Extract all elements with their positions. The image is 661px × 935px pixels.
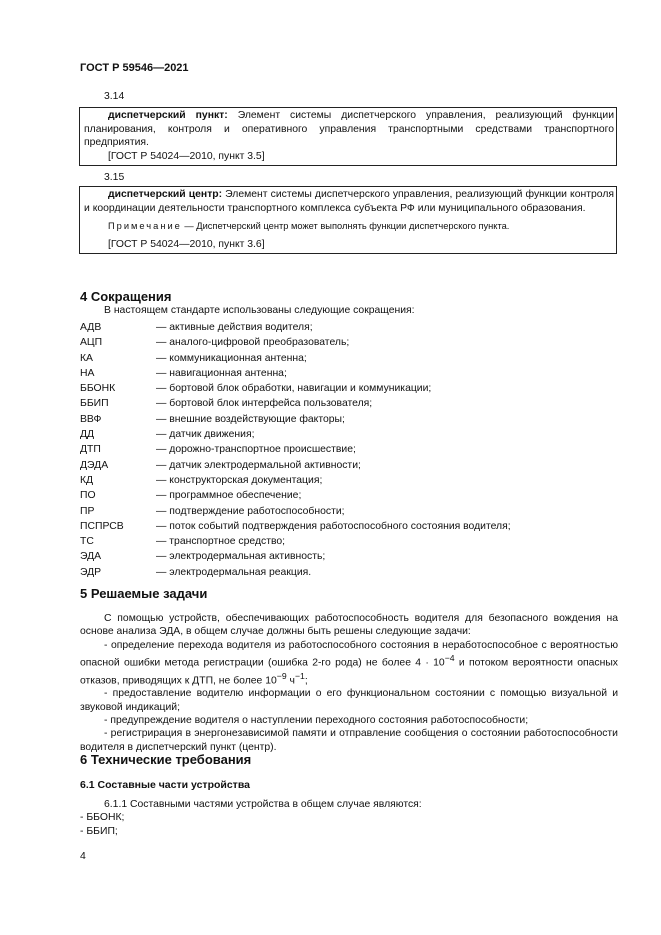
abbreviation-row xyxy=(80,351,511,366)
abbreviation-row xyxy=(80,549,511,564)
abbreviation: ЭДР xyxy=(80,566,102,578)
abbreviation: ВВФ xyxy=(80,413,102,425)
list-item: - ББОНК; xyxy=(80,812,125,824)
abbreviation-meaning: — дорожно-транспортное происшествие; xyxy=(156,444,356,456)
abbreviation-row xyxy=(80,366,511,381)
abbreviation-meaning: — программное обеспечение; xyxy=(156,490,302,502)
abbreviation: ДД xyxy=(80,429,95,441)
document-header: ГОСТ Р 59546—2021 xyxy=(80,62,189,74)
task-item: - регистрирация в энергонезависимой памяти и отправление сообщения о состоянии работоспособности водителя в диспетчерский пункт (центр). xyxy=(80,728,618,753)
abbreviation-meaning: — коммуникационная антенна; xyxy=(156,352,307,364)
abbreviation-meaning: — датчик электродермальной активности; xyxy=(156,459,361,471)
term: диспетчерский центр: xyxy=(108,189,223,200)
term-reference: [ГОСТ Р 54024—2010, пункт 3.5] xyxy=(108,150,265,162)
abbreviation-meaning: — транспортное средство; xyxy=(156,536,286,548)
abbreviation: АДВ xyxy=(80,322,102,333)
abbreviation: ПСПРСВ xyxy=(80,520,124,532)
abbreviation-meaning: — электродермальная активность; xyxy=(156,551,326,563)
abbreviation-meaning: — аналого-цифровой преобразователь; xyxy=(156,337,350,349)
text: ; xyxy=(304,675,308,687)
abbreviation-meaning: — электродермальная реакция. xyxy=(156,566,312,578)
text: - определение перехода водителя из работоспособного состояния в неработоспособное с вероятностью опасной ошибки метода регистрации (ошибка 2-го рода) не более 4 · 10 xyxy=(80,639,618,669)
abbreviation: ПО xyxy=(80,490,96,502)
abbreviation-meaning: — датчик движения; xyxy=(156,429,255,441)
section-6-heading: 6 Технические требования xyxy=(80,752,252,767)
abbreviation-meaning: — подтверждение работоспособности; xyxy=(156,505,345,517)
paragraph: 6.1.1 Составными частями устройства в общем случае являются: xyxy=(104,799,422,810)
abbreviation-row xyxy=(80,488,511,503)
abbreviation: ТС xyxy=(80,536,94,548)
section-5-body xyxy=(80,612,618,754)
section-6-body xyxy=(80,798,618,838)
section-4-intro: В настоящем стандарте использованы следующие сокращения: xyxy=(104,305,415,316)
term-box xyxy=(79,186,617,254)
paragraph: С помощью устройств, обеспечивающих работоспособность водителя для безопасного вождения на основе анализа ЭДА, в общем случае должны быть решены следующие задачи: xyxy=(80,613,618,638)
abbreviation-row xyxy=(80,320,511,335)
abbreviation-meaning: — поток событий подтверждения работоспособного состояния водителя; xyxy=(156,520,511,532)
text: ч xyxy=(286,675,295,687)
exponent: −9 xyxy=(276,670,287,681)
term-number: 3.14 xyxy=(104,91,125,102)
abbreviation: КА xyxy=(80,352,93,364)
list-item: - ББИП; xyxy=(80,825,118,837)
abbreviation: ДЭДА xyxy=(80,459,109,471)
abbreviation: ББИП xyxy=(80,398,109,410)
page-number: 4 xyxy=(80,851,86,862)
abbreviation-meaning: — конструкторская документация; xyxy=(156,474,323,486)
abbreviation-row xyxy=(80,458,511,473)
subsection-heading: 6.1 Составные части устройства xyxy=(80,779,250,791)
abbreviation-meaning: — бортовой блок интерфейса пользователя; xyxy=(156,398,373,410)
exponent: −1 xyxy=(294,670,305,681)
task-item xyxy=(80,639,618,688)
task-item: - предоставление водителю информации о его функциональном состоянии с помощью визуальной и звуковой индикаций; xyxy=(80,688,618,713)
abbreviation-row xyxy=(80,381,511,396)
abbreviation: НА xyxy=(80,367,95,379)
section-5-heading: 5 Решаемые задачи xyxy=(80,586,208,601)
section-4-heading: 4 Сокращения xyxy=(80,289,172,304)
abbreviation-meaning: — бортовой блок обработки, навигации и коммуникации; xyxy=(156,383,432,395)
term-reference: [ГОСТ Р 54024—2010, пункт 3.6] xyxy=(108,238,265,250)
abbreviation: ПР xyxy=(80,505,95,517)
abbreviation-row xyxy=(80,565,511,580)
abbreviation-row xyxy=(80,442,511,457)
abbreviation-row xyxy=(80,473,511,488)
abbreviation: ДТП xyxy=(80,444,101,456)
abbreviation-row xyxy=(80,335,511,350)
abbreviation: КД xyxy=(80,474,94,486)
term: диспетчерский пункт: xyxy=(108,110,228,121)
term-box xyxy=(79,107,617,166)
term-definition: Элемент системы диспетчерского управления, реализующий функции планирования, контроля и оперативного управления транспортными средствами транспортного предприятия. xyxy=(84,110,614,148)
abbreviation-meaning: — активные действия водителя; xyxy=(156,322,313,333)
abbreviation: ЭДА xyxy=(80,551,102,563)
term-number: 3.15 xyxy=(104,172,125,183)
abbreviation-row xyxy=(80,534,511,549)
abbreviation-row xyxy=(80,412,511,427)
abbreviation: ББОНК xyxy=(80,383,116,395)
abbreviation-row xyxy=(80,519,511,534)
abbreviation-meaning: — навигационная антенна; xyxy=(156,367,287,379)
text: и потоком вероятности опасных отказов, приводящих к ДТП, не более 10 xyxy=(80,657,618,687)
note-text: — Диспетчерский центр может выполнять функции диспетчерского пункта. xyxy=(184,221,510,231)
abbreviation-row xyxy=(80,504,511,519)
task-item: - предупреждение водителя о наступлении переходного состояния работоспособности; xyxy=(104,715,529,727)
exponent: −4 xyxy=(444,652,455,663)
term-definition: Элемент системы диспетчерского управления, реализующий функции контроля и координации деятельности транспортного комплекса субъекта РФ или муниципального образования. xyxy=(84,189,615,214)
abbreviation-row xyxy=(80,427,511,442)
abbreviation-row xyxy=(80,396,511,411)
note-label: Примечание xyxy=(108,221,182,231)
abbreviation: АЦП xyxy=(80,337,103,349)
abbreviation-meaning: — внешние воздействующие факторы; xyxy=(156,413,345,425)
abbreviation-list xyxy=(80,320,511,580)
